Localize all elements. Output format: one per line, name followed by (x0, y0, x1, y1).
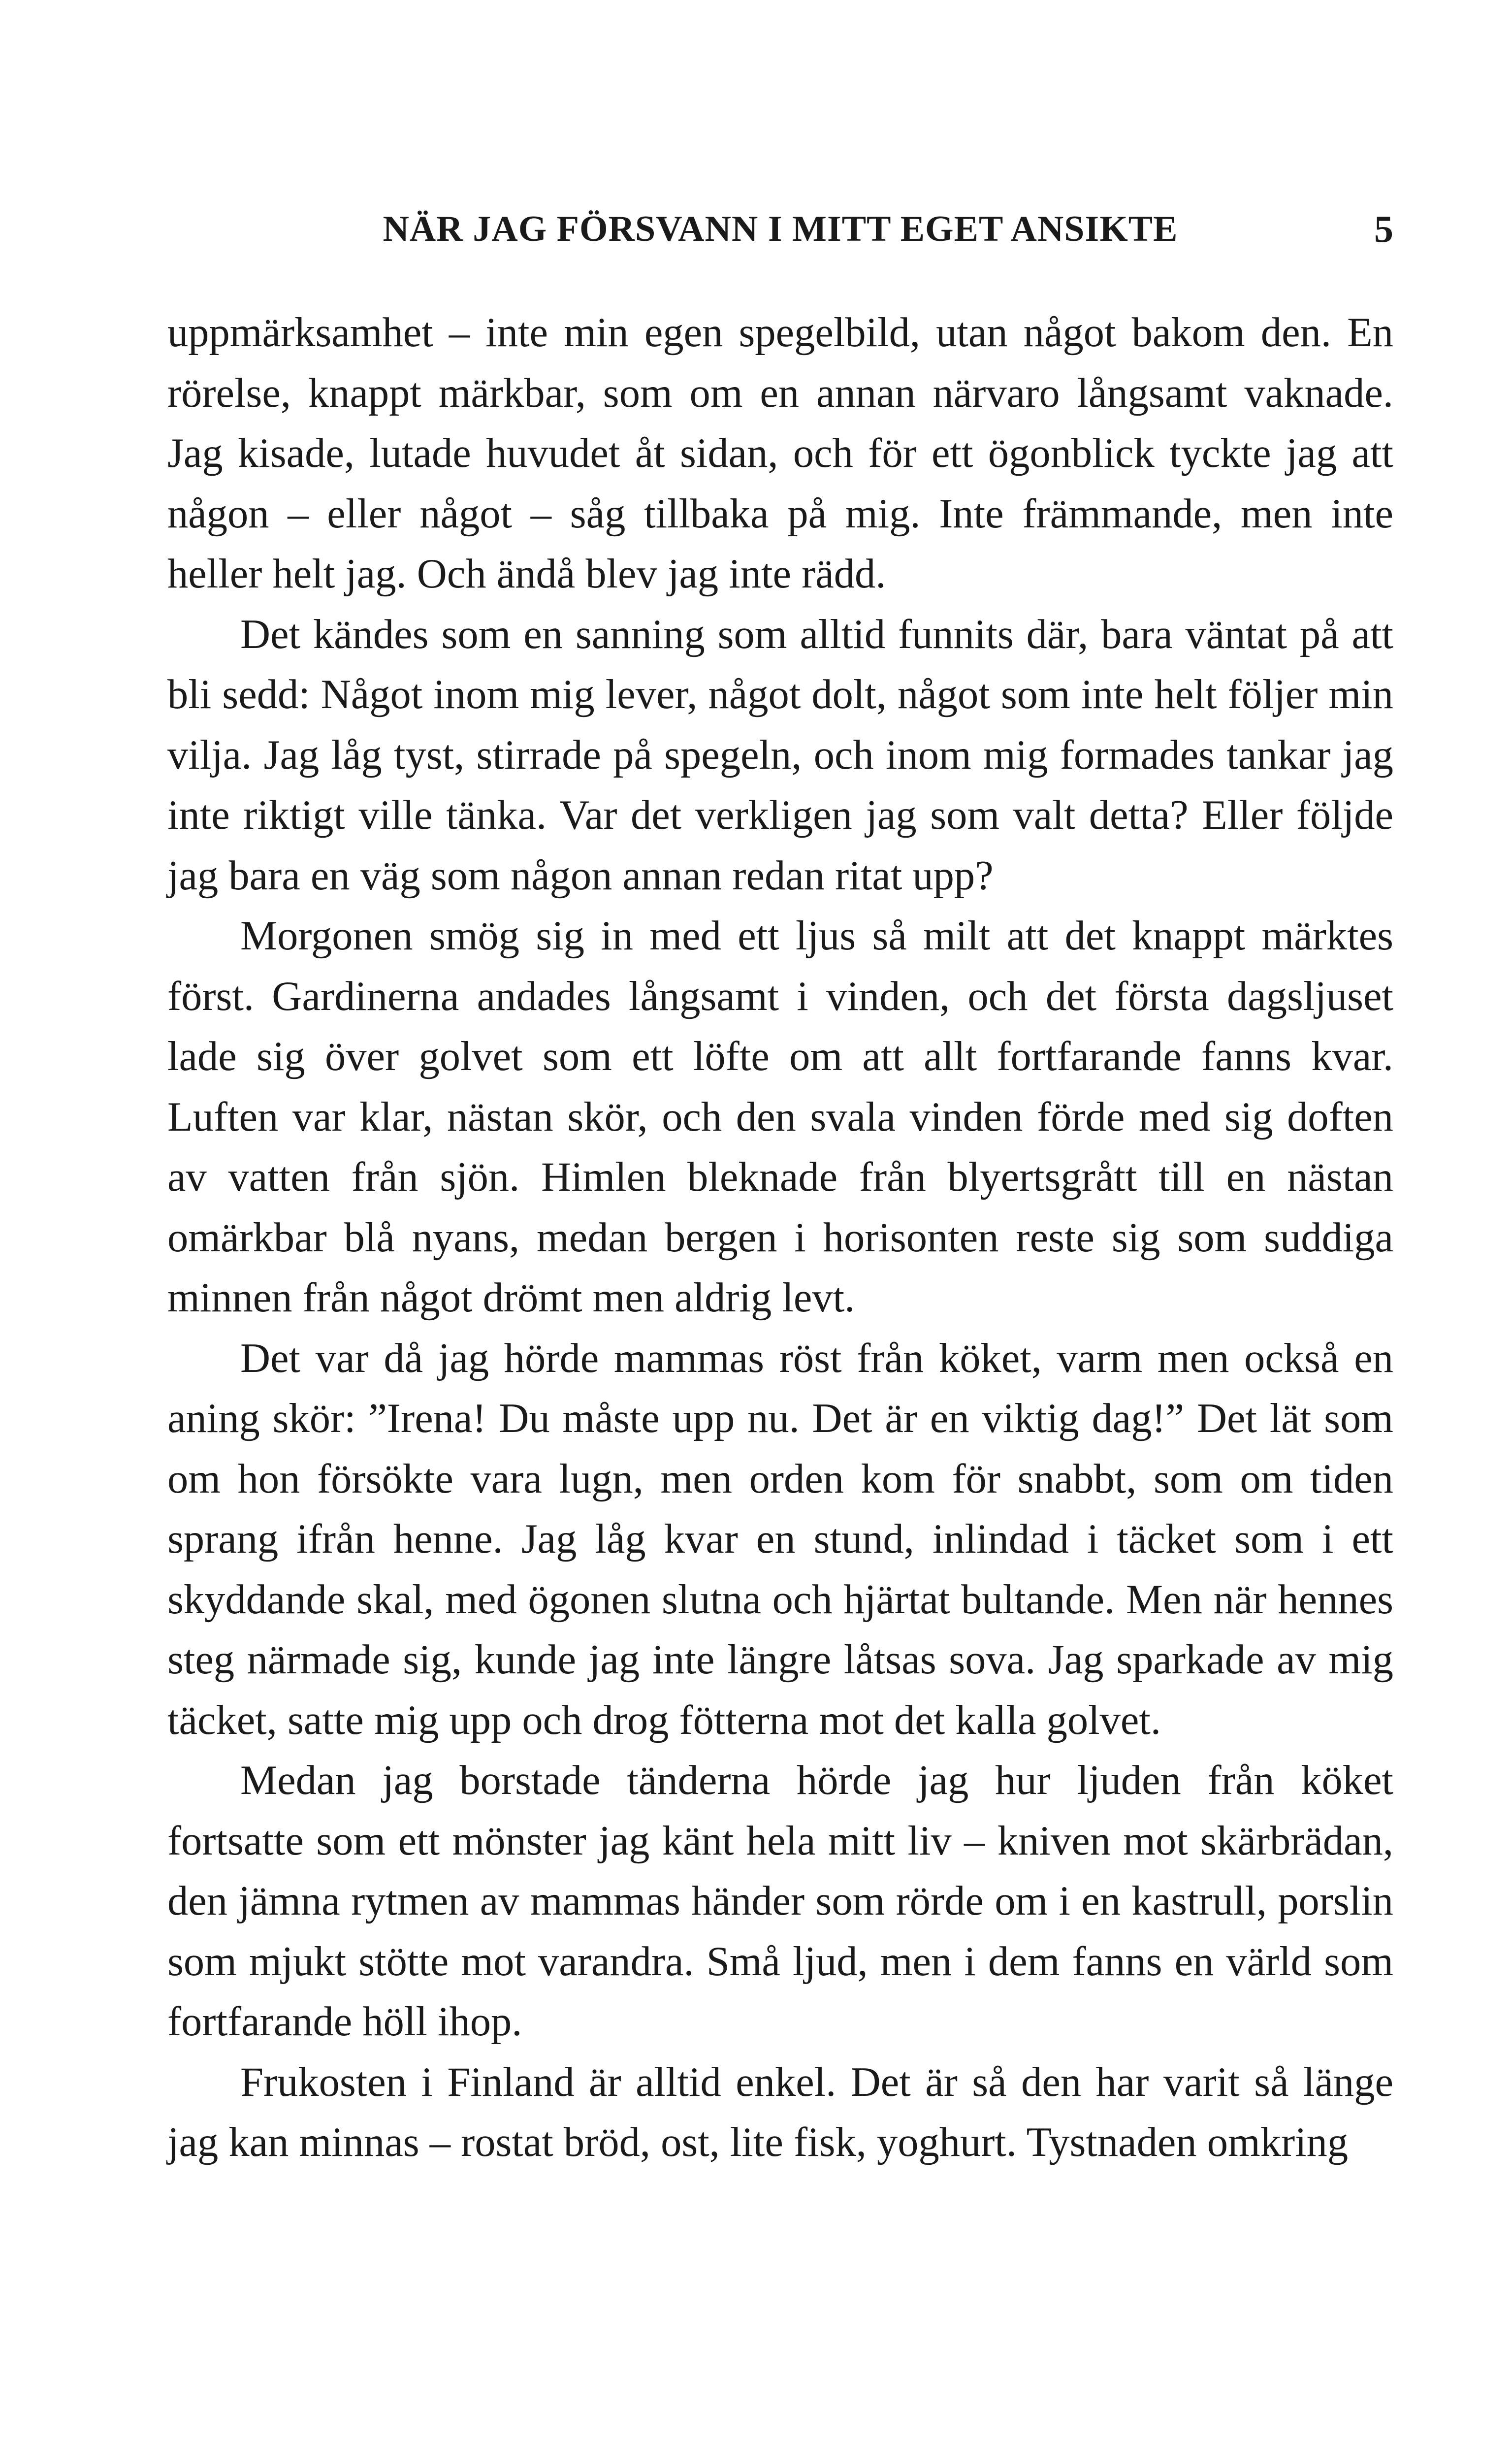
body-text (167, 303, 1393, 2173)
paragraph-5: Medan jag borstade tänderna hörde jag hur ljuden från köket fortsatte som ett mönster jag känt hela mitt liv – kniven mot skärbrädan, den jämna rytmen av mammas händer som rörde om i en kastrull, porslin som mjukt stötte mot varandra. Små ljud, men i dem fanns en värld som fortfarande höll ihop. (167, 1758, 1393, 2045)
paragraph-1: uppmärksamhet – inte min egen spegelbild, utan något bakom den. En rörelse, knappt märkbar, som om en annan närvaro långsamt vaknade. Jag kisade, lutade huvudet åt sidan, och för ett ögonblick tyckte jag att någon – eller något – såg tillbaka på mig. Inte främmande, men inte heller helt jag. Och ändå blev jag inte rädd. (167, 310, 1393, 597)
page-number: 5 (1374, 207, 1393, 250)
running-head (167, 199, 1393, 259)
running-title: NÄR JAG FÖRSVANN I MITT EGET ANSIKTE (383, 209, 1178, 249)
paragraph-4: Det var då jag hörde mammas röst från köket, varm men också en aning skör: ”Irena! Du måste upp nu. Det är en viktig dag!” Det lät som om hon försökte vara lugn, men orden kom för snabbt, som om tiden sprang ifrån henne. Jag låg kvar en stund, inlindad i täcket som i ett skyddande skal, med ögonen slutna och hjärtat bultande. Men när hennes steg närmade sig, kunde jag inte längre låtsas sova. Jag sparkade av mig täcket, satte mig upp och drog fötterna mot det kalla golvet. (167, 1335, 1393, 1743)
paragraph-2: Det kändes som en sanning som alltid funnits där, bara väntat på att bli sedd: Något inom mig lever, något dolt, något som inte helt följer min vilja. Jag låg tyst, stirrade på spegeln, och inom mig formades tankar jag inte riktigt ville tänka. Var det verkligen jag som valt detta? Eller följde jag bara en väg som någon annan redan ritat upp? (167, 611, 1393, 899)
paragraph-6: Frukosten i Finland är alltid enkel. Det är så den har varit så länge jag kan minnas – rostat bröd, ost, lite fisk, yoghurt. Tystnaden omkring (167, 2059, 1393, 2165)
paragraph-3: Morgonen smög sig in med ett ljus så milt att det knappt märktes först. Gardinerna andades långsamt i vinden, och det första dagsljuset lade sig över golvet som ett löfte om att allt fortfarande fanns kvar. Luften var klar, nästan skör, och den svala vinden förde med sig doften av vatten från sjön. Himlen bleknade från blyertsgrått till en nästan omärkbar blå nyans, medan bergen i horisonten reste sig som suddiga minnen från något drömt men aldrig levt. (167, 913, 1393, 1321)
